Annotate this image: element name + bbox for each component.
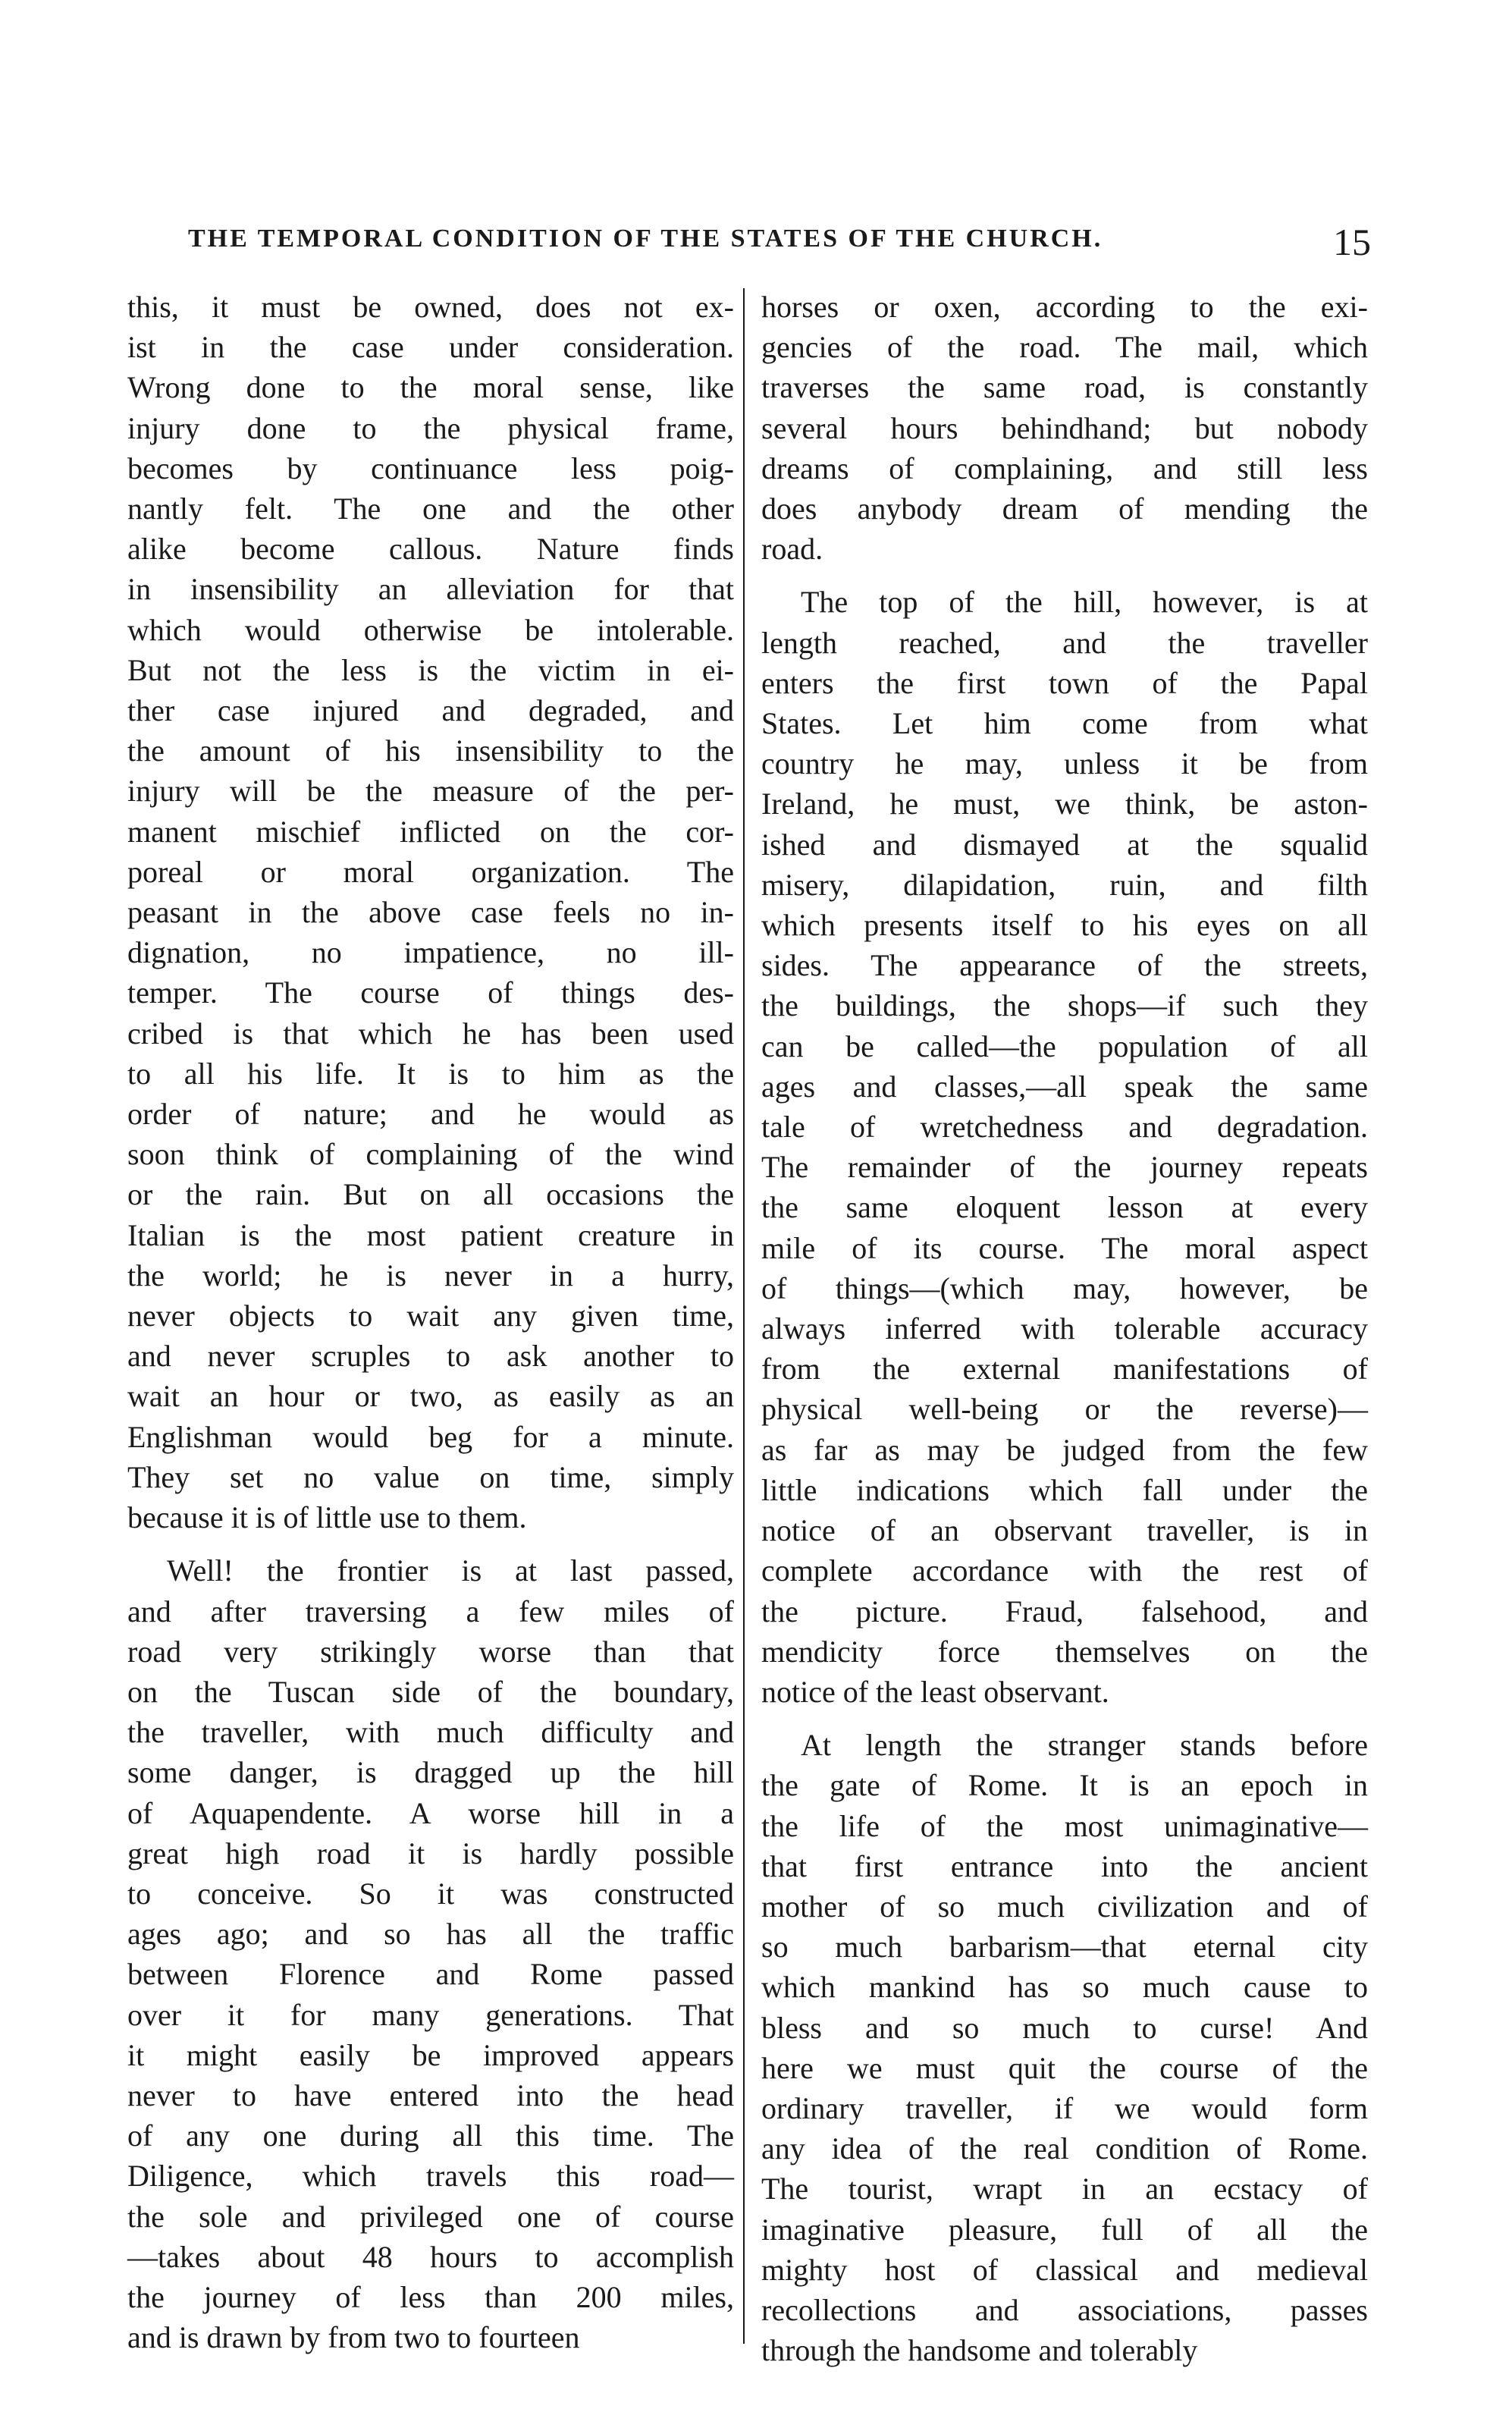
text-line: because it is of little use to them. — [127, 1500, 527, 1535]
text-line: temper. The course of things des- — [127, 975, 734, 1010]
text-line: alike become callous. Nature finds — [127, 532, 734, 567]
text-line: The tourist, wrapt in an ecstacy of — [761, 2172, 1368, 2206]
text-line: any idea of the real condition of Rome. — [761, 2131, 1368, 2166]
text-line: little indications which fall under the — [761, 1472, 1368, 1507]
text-line: which mankind has so much cause to — [761, 1970, 1368, 2005]
text-line: the amount of his insensibility to the — [127, 733, 734, 768]
running-title: THE TEMPORAL CONDITION OF THE STATES OF THE CHURCH. — [188, 225, 1103, 253]
text-line: The top of the hill, however, is at — [801, 585, 1368, 620]
left-column — [127, 287, 734, 2357]
text-line: and never scruples to ask another to — [127, 1339, 734, 1374]
text-line: tale of wretchedness and degradation. — [761, 1110, 1368, 1145]
text-line: the buildings, the shops—if such they — [761, 988, 1368, 1023]
text-line: the journey of less than 200 miles, — [127, 2279, 734, 2314]
text-line: order of nature; and he would as — [127, 1097, 734, 1132]
text-line: ages ago; and so has all the traffic — [127, 1917, 734, 1952]
text-line: and after traversing a few miles of — [127, 1594, 734, 1628]
text-line: always inferred with tolerable accuracy — [761, 1311, 1368, 1346]
text-line: of any one during all this time. The — [127, 2118, 734, 2153]
text-line: wait an hour or two, as easily as an — [127, 1379, 734, 1414]
text-line: to all his life. It is to him as the — [127, 1056, 734, 1091]
text-line: sides. The appearance of the streets, — [761, 948, 1368, 983]
text-line: it might easily be improved appears — [127, 2037, 734, 2072]
text-line: which presents itself to his eyes on all — [761, 908, 1368, 943]
text-line: here we must quit the course of the — [761, 2050, 1368, 2085]
text-line: ordinary traveller, if we would form — [761, 2090, 1368, 2125]
text-line: dreams of complaining, and still less — [761, 451, 1368, 485]
text-line: so much barbarism—that eternal city — [761, 1930, 1368, 1964]
text-line: misery, dilapidation, ruin, and filth — [761, 867, 1368, 902]
text-line: Wrong done to the moral sense, like — [127, 370, 734, 405]
text-line: bless and so much to curse! And — [761, 2010, 1368, 2045]
text-line: Ireland, he must, we think, be aston- — [761, 787, 1368, 821]
text-line: notice of an observant traveller, is in — [761, 1513, 1368, 1548]
text-line: At length the stranger stands before — [801, 1728, 1368, 1763]
text-line: in insensibility an alleviation for that — [127, 572, 734, 607]
text-line: notice of the least observant. — [761, 1674, 1109, 1709]
text-line: and is drawn by from two to fourteen — [127, 2320, 580, 2355]
text-line: this, it must be owned, does not ex- — [127, 290, 734, 324]
text-line: injury done to the physical frame, — [127, 410, 734, 445]
text-line: mighty host of classical and medieval — [761, 2252, 1368, 2287]
text-line: horses or oxen, according to the exi- — [761, 290, 1368, 324]
text-line: Diligence, which travels this road— — [127, 2159, 734, 2194]
text-line: of Aquapendente. A worse hill in a — [127, 1795, 734, 1830]
text-line: mother of so much civilization and of — [761, 1889, 1368, 1924]
text-line: poreal or moral organization. The — [127, 854, 734, 889]
text-line: never to have entered into the head — [127, 2078, 734, 2112]
text-line: gencies of the road. The mail, which — [761, 330, 1368, 365]
text-line: ist in the case under consideration. — [127, 330, 734, 365]
text-line: road very strikingly worse than that — [127, 1634, 734, 1669]
text-line: ished and dismayed at the squalid — [761, 827, 1368, 862]
text-line: nantly felt. The one and the other — [127, 492, 734, 526]
text-line: traverses the same road, is constantly — [761, 370, 1368, 405]
text-line: States. Let him come from what — [761, 706, 1368, 741]
text-line: the gate of Rome. It is an epoch in — [761, 1768, 1368, 1803]
text-line: from the external manifestations of — [761, 1352, 1368, 1387]
text-line: never objects to wait any given time, — [127, 1299, 734, 1333]
text-line: manent mischief inflicted on the cor- — [127, 814, 734, 849]
text-line: Italian is the most patient creature in — [127, 1217, 734, 1252]
running-head — [188, 220, 1371, 265]
text-line: imaginative pleasure, full of all the — [761, 2212, 1368, 2247]
text-line: the life of the most unimaginative— — [761, 1808, 1368, 1843]
text-line: great high road it is hardly possible — [127, 1836, 734, 1870]
text-line: some danger, is dragged up the hill — [127, 1755, 734, 1790]
text-line: physical well-being or the reverse)— — [761, 1392, 1368, 1427]
paragraph — [127, 1550, 734, 2357]
text-line: or the rain. But on all occasions the — [127, 1177, 734, 1212]
text-line: cribed is that which he has been used — [127, 1016, 734, 1051]
text-line: ther case injured and degraded, and — [127, 693, 734, 728]
text-line: that first entrance into the ancient — [761, 1848, 1368, 1883]
text-line: becomes by continuance less poig- — [127, 451, 734, 485]
paragraph — [127, 287, 734, 1537]
text-line: the same eloquent lesson at every — [761, 1190, 1368, 1225]
text-line: to conceive. So it was constructed — [127, 1876, 734, 1911]
text-line: But not the less is the victim in ei- — [127, 652, 734, 687]
paragraph — [761, 287, 1368, 569]
text-line: The remainder of the journey repeats — [761, 1150, 1368, 1185]
text-line: ages and classes,—all speak the same — [761, 1069, 1368, 1104]
text-line: dignation, no impatience, no ill- — [127, 935, 734, 970]
text-line: as far as may be judged from the few — [761, 1432, 1368, 1467]
text-line: enters the first town of the Papal — [761, 665, 1368, 700]
text-line: —takes about 48 hours to accomplish — [127, 2239, 734, 2274]
text-line: several hours behindhand; but nobody — [761, 410, 1368, 445]
text-line: injury will be the measure of the per- — [127, 774, 734, 809]
text-line: the traveller, with much difficulty and — [127, 1715, 734, 1750]
text-line: which would otherwise be intolerable. — [127, 612, 734, 647]
text-line: length reached, and the traveller — [761, 625, 1368, 660]
text-line: mile of its course. The moral aspect — [761, 1230, 1368, 1265]
text-line: the world; he is never in a hurry, — [127, 1258, 734, 1292]
text-line: over it for many generations. That — [127, 1997, 734, 2032]
text-line: Englishman would beg for a minute. — [127, 1419, 734, 1454]
text-line: mendicity force themselves on the — [761, 1634, 1368, 1669]
text-line: through the handsome and tolerably — [761, 2333, 1198, 2368]
column-divider — [743, 288, 745, 2344]
text-line: the picture. Fraud, falsehood, and — [761, 1594, 1368, 1628]
text-line: of things—(which may, however, be — [761, 1270, 1368, 1305]
text-line: Well! the frontier is at last passed, — [167, 1553, 734, 1588]
paragraph — [761, 582, 1368, 1712]
text-line: They set no value on time, simply — [127, 1459, 734, 1494]
page-number: 15 — [1333, 221, 1371, 263]
text-line: between Florence and Rome passed — [127, 1957, 734, 1992]
text-line: can be called—the population of all — [761, 1029, 1368, 1063]
text-line: country he may, unless it be from — [761, 746, 1368, 781]
text-line: on the Tuscan side of the boundary, — [127, 1674, 734, 1709]
text-line: does anybody dream of mending the — [761, 492, 1368, 526]
text-line: peasant in the above case feels no in- — [127, 895, 734, 930]
text-line: the sole and privileged one of course — [127, 2199, 734, 2234]
text-line: road. — [761, 532, 823, 567]
text-line: soon think of complaining of the wind — [127, 1137, 734, 1172]
paragraph — [761, 1725, 1368, 2370]
right-column — [761, 287, 1368, 2370]
text-line: complete accordance with the rest of — [761, 1553, 1368, 1588]
text-line: recollections and associations, passes — [761, 2292, 1368, 2327]
